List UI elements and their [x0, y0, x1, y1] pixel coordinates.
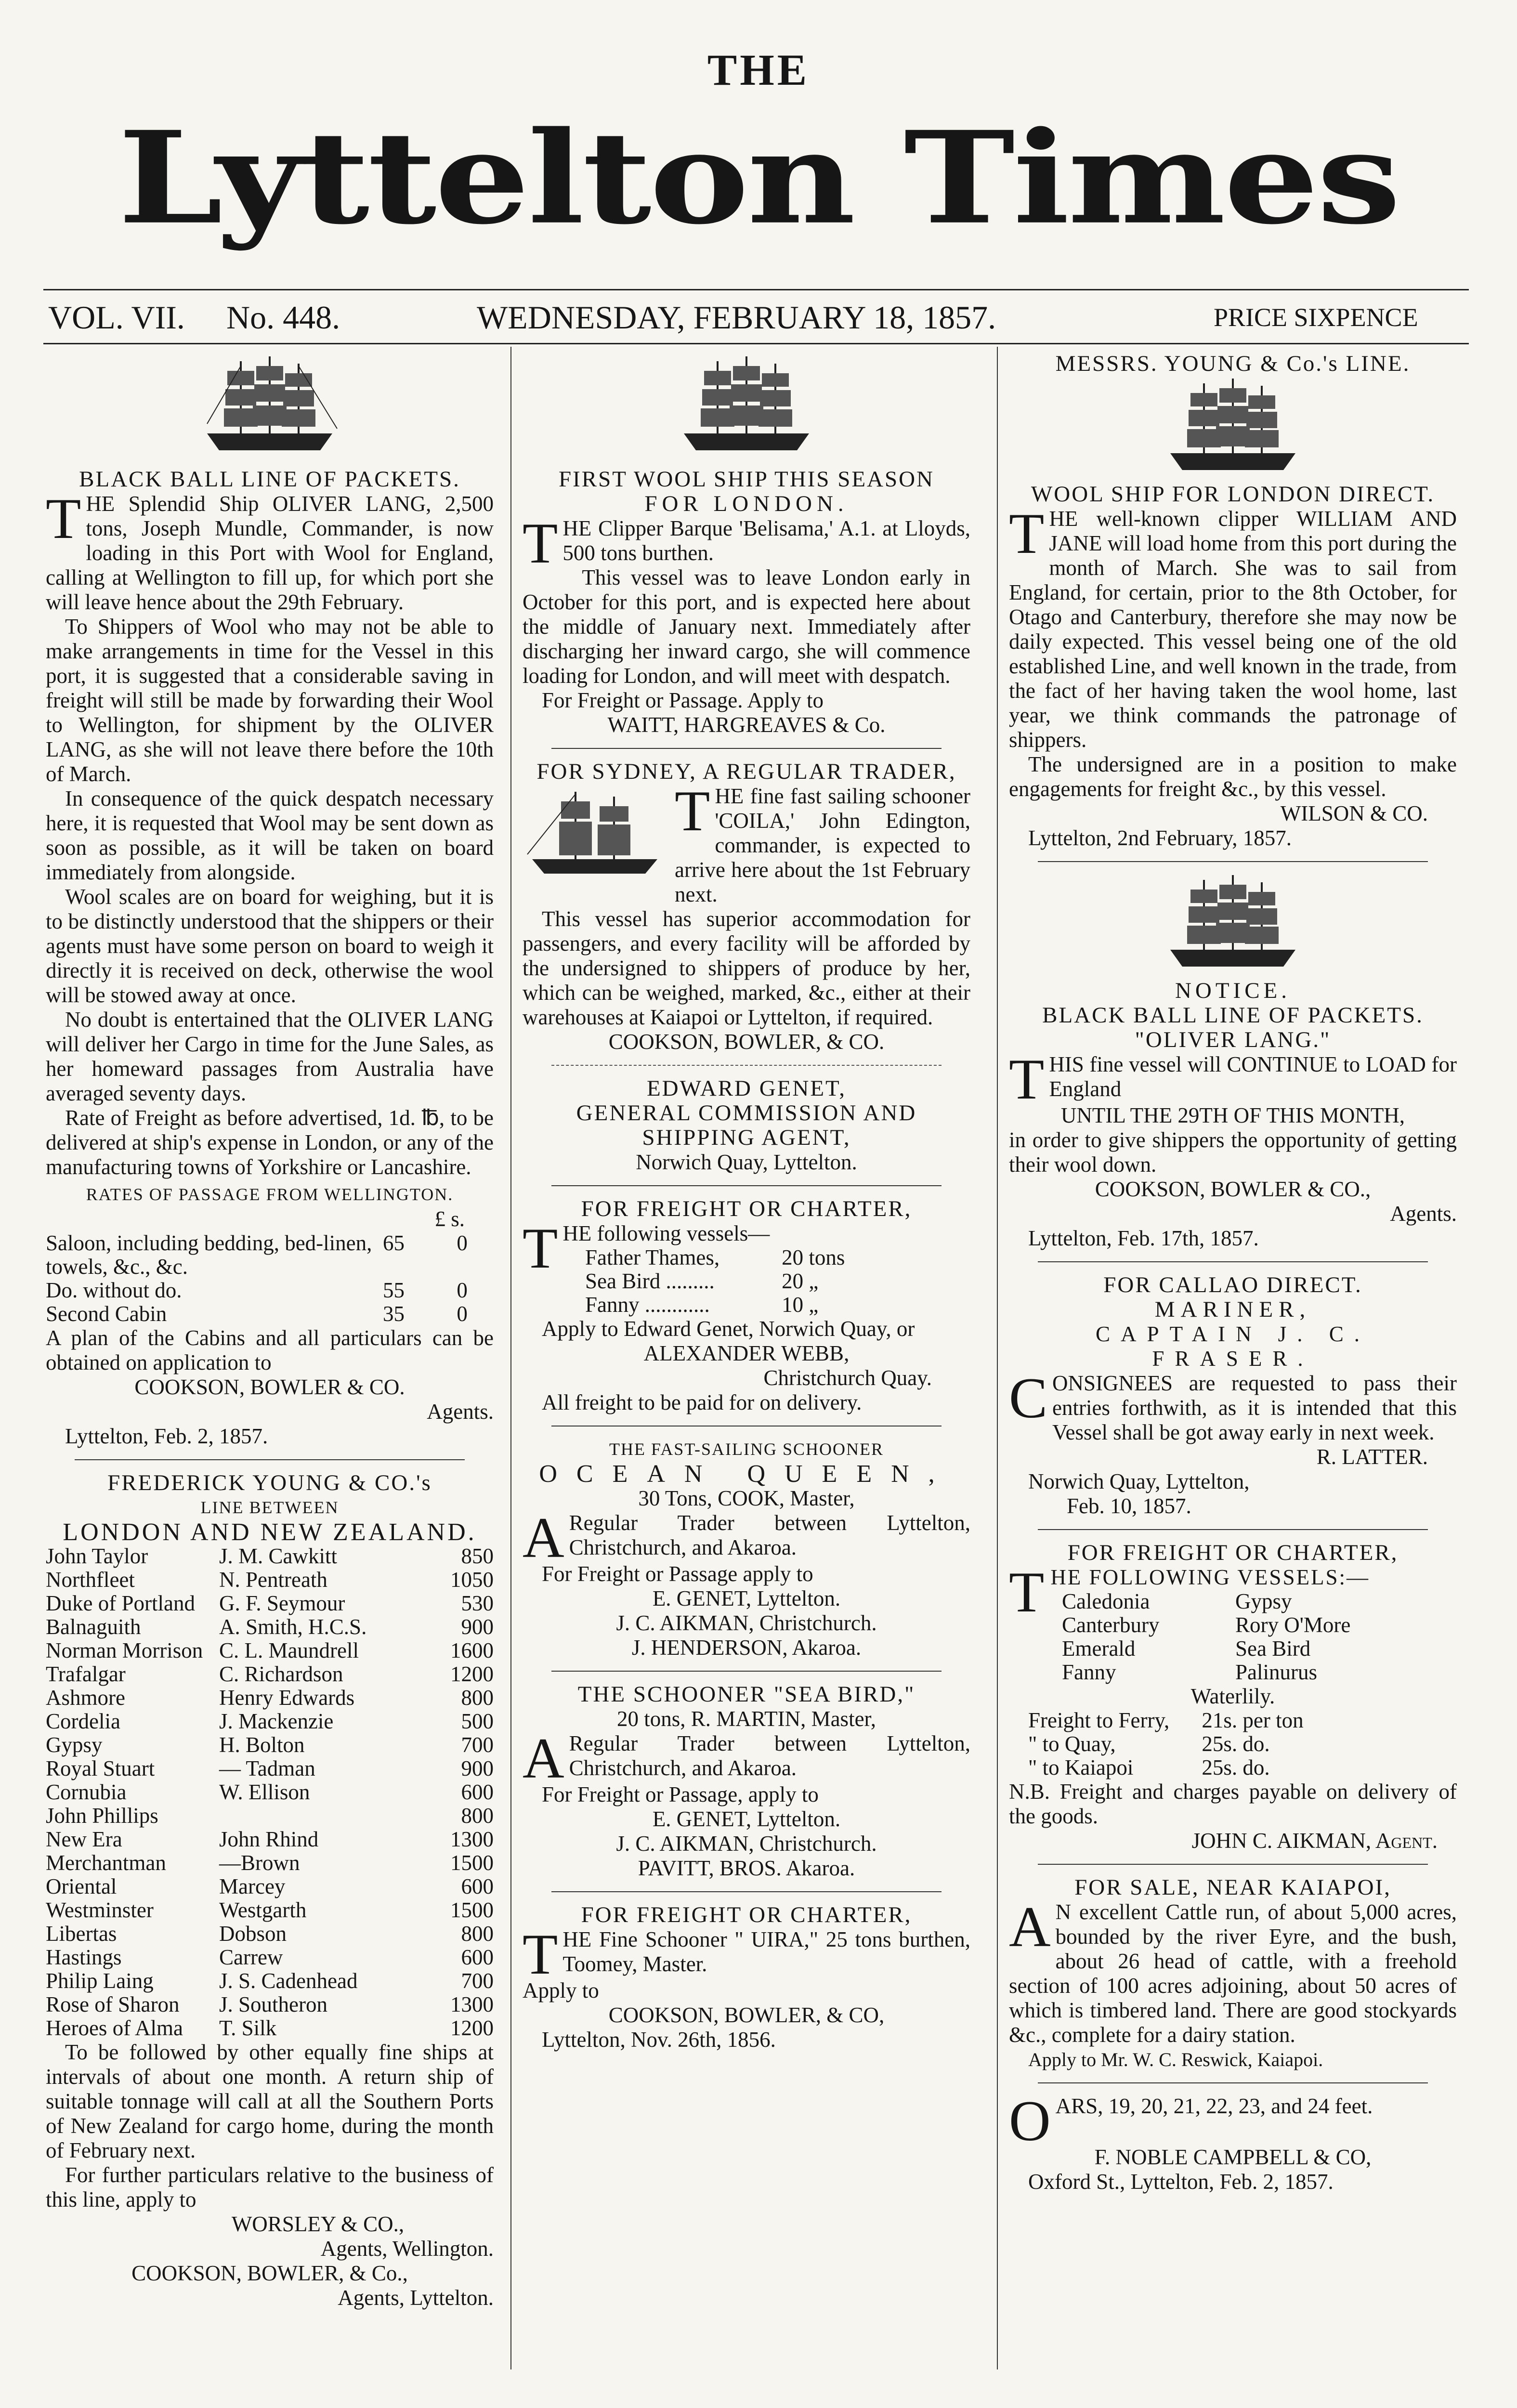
ship-master: J. Southeron: [219, 1992, 327, 2016]
drop-cap: T: [523, 1216, 558, 1280]
dateline-rule: [43, 343, 1469, 344]
rates-columns: £ s.: [434, 1207, 465, 1231]
table-row: [46, 1568, 494, 1592]
ad-subheading: 30 Tons, COOK, Master,: [638, 1486, 855, 1510]
ad-heading: FOR SALE, NEAR KAIAPOI,: [1074, 1875, 1391, 1900]
ad-heading: SHIPPING AGENT,: [642, 1125, 851, 1150]
column-2: [523, 352, 970, 2052]
table-row: [46, 1993, 494, 2016]
ad-address: Norwich Quay, Lyttelton,: [1028, 1469, 1250, 1493]
ship-master: C. Richardson: [219, 1662, 343, 1686]
agent-name: COOKSON, BOWLER & CO.: [134, 1375, 405, 1399]
table-row: [46, 1898, 494, 1922]
ship-tons: 1300: [450, 1992, 494, 2016]
ad-heading: NOTICE.: [1175, 978, 1291, 1003]
drop-cap: T: [523, 1922, 558, 1986]
table-row: [46, 2016, 494, 2040]
ad-heading: WOOL SHIP FOR LONDON DIRECT.: [1031, 482, 1435, 507]
table-row: [46, 1828, 494, 1851]
table-row: [1028, 1709, 1327, 1732]
divider: [551, 1891, 942, 1892]
ad-text: HE fine fast sailing schooner 'COILA,' John Edington, commander, is expected to arrive here about the 1st February next.: [675, 784, 970, 906]
table-row: [46, 1592, 494, 1615]
ship-tons: 700: [461, 1733, 494, 1757]
ship-tons: 1600: [450, 1638, 494, 1662]
column-rule: [997, 347, 998, 2369]
ship-tons: 800: [461, 1922, 494, 1946]
ad-text: HE FOLLOWING VESSELS:—: [1050, 1565, 1370, 1589]
vessel-name: Gypsy: [1235, 1589, 1292, 1613]
table-row: [46, 1615, 494, 1639]
rate-shillings: 0: [457, 1231, 468, 1255]
divider: [1038, 2082, 1428, 2083]
ship-tons: 1500: [450, 1898, 494, 1922]
ship-tons: 850: [461, 1544, 494, 1568]
ship-icon: [1161, 376, 1305, 477]
rates-heading: RATES OF PASSAGE FROM WELLINGTON.: [86, 1185, 454, 1204]
vessel-table: [1062, 1590, 1428, 1684]
ship-master: Carrew: [219, 1945, 283, 1969]
ship-master: H. Bolton: [219, 1733, 305, 1757]
ad-text: in order to give shippers the opportunity of getting their wool down.: [1009, 1128, 1457, 1177]
ad-heading: GENERAL COMMISSION AND: [576, 1100, 917, 1125]
ship-master: Marcey: [219, 1874, 286, 1898]
freight-destination: " to Quay,: [1028, 1732, 1116, 1756]
ad-text: HE Splendid Ship OLIVER LANG, 2,500 tons, Joseph Mundle, Commander, is now loading in this Port with Wool for England, calling at Wellington to fill up, for which port she will leave hence about the 29th February.: [46, 492, 494, 614]
ship-icon: [197, 352, 342, 462]
agent-name: PAVITT, BROS. Akaroa.: [638, 1856, 855, 1880]
table-row: [585, 1246, 874, 1269]
agent-name: E. GENET, Lyttelton.: [652, 1807, 841, 1831]
ad-text: For Freight or Passage. Apply to: [542, 688, 824, 712]
freight-destination: Freight to Ferry,: [1028, 1708, 1170, 1732]
table-row: [46, 1922, 494, 1946]
rate-pounds: 35: [383, 1302, 405, 1326]
price: PRICE SIXPENCE: [1214, 303, 1418, 332]
divider: [1038, 1261, 1428, 1262]
vessel-name: Father Thames,: [585, 1245, 720, 1269]
ad-text: HE following vessels—: [562, 1221, 770, 1245]
table-row: [46, 1733, 494, 1757]
ship-tons: 600: [461, 1874, 494, 1898]
divider: [1038, 1529, 1428, 1530]
ad-text: Apply to: [523, 1978, 599, 2002]
freight-rate: 25s. do.: [1202, 1755, 1270, 1780]
agent-name: COOKSON, BOWLER & CO.,: [1095, 1177, 1371, 1201]
vessel-name: Canterbury: [1062, 1613, 1160, 1637]
ad-text: ONSIGNEES are requested to pass their entries forthwith, as it is intended that this Vessel shall be got away early in next week.: [1052, 1371, 1457, 1444]
ad-date: Oxford St., Lyttelton, Feb. 2, 1857.: [1028, 2170, 1334, 2194]
ship-name: Ashmore: [46, 1686, 125, 1710]
table-row: [1062, 1661, 1428, 1684]
agent-location: Agents, Lyttelton.: [338, 2286, 494, 2310]
ad-subheading: CAPTAIN J. C. FRASER.: [1096, 1322, 1370, 1371]
table-row: [46, 1302, 494, 1326]
table-row: [46, 1710, 494, 1733]
ad-heading: MESSRS. YOUNG & Co.'s LINE.: [1055, 351, 1411, 376]
ad-heading: FOR FREIGHT OR CHARTER,: [1067, 1540, 1399, 1565]
table-row: [46, 1946, 494, 1969]
ship-name: Duke of Portland: [46, 1591, 195, 1615]
agent-name: R. LATTER.: [1316, 1445, 1428, 1469]
ship-table: [46, 1544, 494, 2040]
ad-subheading: 20 tons, R. MARTIN, Master,: [617, 1707, 876, 1731]
agents-label: Agents.: [1390, 1202, 1457, 1226]
ad-heading: FOR FREIGHT OR CHARTER,: [581, 1196, 912, 1221]
agent-name: WILSON & CO.: [1280, 801, 1428, 825]
ad-text: For Freight or Passage apply to: [542, 1562, 813, 1586]
rate-pounds: 55: [383, 1278, 405, 1302]
ad-text: The undersigned are in a position to make engagements for freight &c., by this vessel.: [1009, 752, 1457, 801]
ship-tons: 600: [461, 1780, 494, 1804]
ad-text: Wool scales are on board for weighing, but it is to be distinctly understood that the shippers or their agents must have some person on board to weigh it directly it is received on deck, otherwise the wool will be stowed away at once.: [46, 885, 494, 1007]
ad-text: Rate of Freight as before advertised, 1d. ℔, to be delivered at ship's expense in London, or any of the manufacturing towns of Yorkshire or Lancashire.: [46, 1106, 494, 1179]
table-row: [1062, 1613, 1428, 1637]
vessel-name: Sea Bird .........: [585, 1269, 715, 1293]
ad-heading: FOR LONDON.: [644, 491, 849, 516]
ship-master: [219, 1804, 432, 1828]
ship-name: Norman Morrison: [46, 1638, 203, 1662]
vessel-name: Waterlily.: [1190, 1684, 1275, 1708]
vessel-name: Emerald: [1062, 1636, 1136, 1661]
ship-tons: 700: [461, 1969, 494, 1993]
ship-tons: 600: [461, 1945, 494, 1969]
ship-tons: 1500: [450, 1851, 494, 1875]
ad-heading: BLACK BALL LINE OF PACKETS.: [79, 467, 460, 492]
agent-location: Agents, Wellington.: [320, 2237, 494, 2261]
ad-heading: FOR SYDNEY, A REGULAR TRADER,: [536, 759, 956, 784]
divider: [1038, 861, 1428, 862]
table-row: [46, 1780, 494, 1804]
ship-name: Oriental: [46, 1874, 117, 1898]
volume: VOL. VII.: [48, 299, 185, 336]
vessel-table: [585, 1246, 874, 1317]
ad-heading: BLACK BALL LINE OF PACKETS.: [1042, 1003, 1424, 1028]
ship-master: C. L. Maundrell: [219, 1638, 359, 1662]
drop-cap: T: [1009, 501, 1045, 565]
ship-master: Dobson: [219, 1922, 287, 1946]
ad-heading: FOR CALLAO DIRECT.: [1103, 1272, 1362, 1297]
ship-name: Cornubia: [46, 1780, 127, 1804]
agent-name: E. GENET, Lyttelton.: [652, 1586, 841, 1610]
ad-route: LONDON AND NEW ZEALAND.: [63, 1518, 477, 1546]
column-3: [1009, 352, 1457, 2194]
ship-name: John Phillips: [46, 1804, 158, 1828]
ad-text: For further particulars relative to the business of this line, apply to: [46, 2163, 494, 2212]
ship-name: Royal Stuart: [46, 1756, 155, 1780]
ship-tons: 800: [461, 1686, 494, 1710]
freight-table: [1028, 1709, 1327, 1780]
vessel-name: Fanny ............: [585, 1293, 710, 1317]
vessel-tons: 20 tons: [782, 1245, 845, 1269]
drop-cap: A: [523, 1505, 564, 1570]
masthead-the: THE: [707, 45, 810, 94]
dateline: [43, 299, 1469, 337]
ship-master: G. F. Seymour: [219, 1591, 345, 1615]
ship-name: Merchantman: [46, 1851, 166, 1875]
vessel-tons: 20 „: [782, 1269, 819, 1293]
ad-text: HE Clipper Barque 'Belisama,' A.1. at Lloyds, 500 tons burthen.: [562, 516, 970, 565]
table-row: [46, 1544, 494, 1568]
drop-cap: O: [1009, 2089, 1051, 2153]
ad-text: UNTIL THE 29TH OF THIS MONTH,: [1060, 1103, 1405, 1127]
agent-name: J. C. AIKMAN, Christchurch.: [616, 1611, 877, 1635]
ship-icon: [1161, 873, 1305, 974]
ship-name: Heroes of Alma: [46, 2016, 183, 2040]
ship-master: J. M. Cawkitt: [219, 1544, 338, 1568]
agent-name: COOKSON, BOWLER, & CO,: [608, 2003, 885, 2027]
ship-master: John Rhind: [219, 1827, 319, 1851]
table-row: [46, 1662, 494, 1686]
ship-name: John Taylor: [46, 1544, 148, 1568]
table-row: [1062, 1590, 1428, 1613]
table-row: [46, 1639, 494, 1662]
rate-label: Do. without do.: [46, 1278, 182, 1302]
rates-table: [46, 1231, 494, 1326]
ad-text: In consequence of the quick despatch necessary here, it is requested that Wool may be sent down as soon as possible, as it will be taken on board immediately from alongside.: [46, 786, 494, 884]
vessel-name: Palinurus: [1235, 1660, 1318, 1684]
agent-name: J. HENDERSON, Akaroa.: [631, 1636, 862, 1660]
ad-text: N.B. Freight and charges payable on delivery of the goods.: [1009, 1780, 1457, 1828]
agent-name: ALEXANDER WEBB,: [643, 1341, 850, 1365]
drop-cap: A: [523, 1726, 564, 1790]
ship-name: Balnaguith: [46, 1615, 141, 1639]
ship-name: Gypsy: [46, 1733, 103, 1757]
table-row: [46, 1875, 494, 1898]
ship-master: — Tadman: [219, 1756, 315, 1780]
agent-name: JOHN C. AIKMAN, Agent.: [1191, 1829, 1438, 1853]
drop-cap: T: [46, 486, 81, 550]
drop-cap: T: [523, 511, 558, 575]
drop-cap: A: [1009, 1895, 1051, 1959]
column-rule: [510, 347, 511, 2369]
table-row: [585, 1293, 874, 1317]
ad-text: To Shippers of Wool who may not be able to make arrangements in time for the Vessel in this port, it is suggested that a considerable saving in freight will still be made by forwarding their Wool to Wellington, for shipment by the OLIVER LANG, as she will not leave there before the 10th of March.: [46, 615, 494, 786]
ship-name: Hastings: [46, 1945, 122, 1969]
table-row: [46, 1969, 494, 1993]
ship-master: A. Smith, H.C.S.: [219, 1615, 367, 1639]
divider: [551, 1671, 942, 1672]
ad-heading: FREDERICK YOUNG & CO.'s: [107, 1470, 432, 1495]
drop-cap: C: [1009, 1366, 1048, 1430]
ad-text: A plan of the Cabins and all particulars can be obtained on application to: [46, 1326, 494, 1374]
agent-name: COOKSON, BOWLER, & CO.: [608, 1030, 885, 1054]
ship-name: Philip Laing: [46, 1969, 154, 1993]
ad-heading: "OLIVER LANG.": [1135, 1027, 1331, 1052]
rate-shillings: 0: [457, 1278, 468, 1302]
ad-text: HE Fine Schooner " UIRA," 25 tons burthen, Toomey, Master.: [562, 1927, 970, 1976]
ship-tons: 1200: [450, 2016, 494, 2040]
ship-master: N. Pentreath: [219, 1568, 327, 1592]
freight-rate: 21s. per ton: [1202, 1708, 1304, 1732]
divider: [551, 748, 942, 749]
ad-heading: MARINER,: [1154, 1297, 1311, 1322]
ship-tons: 900: [461, 1756, 494, 1780]
ship-tons: 800: [461, 1804, 494, 1828]
table-row: [46, 1231, 494, 1279]
ship-master: Westgarth: [219, 1898, 307, 1922]
ship-name: New Era: [46, 1827, 122, 1851]
ship-tons: 500: [461, 1709, 494, 1733]
ad-subheading: LINE BETWEEN: [200, 1498, 339, 1517]
rate-label: Saloon, including bedding, bed-linen, towels, &c., &c.: [46, 1231, 372, 1279]
ad-text: ARS, 19, 20, 21, 22, 23, and 24 feet.: [1055, 2094, 1373, 2118]
ad-text: This vessel was to leave London early in October for this port, and is expected here about the middle of January next. Immediately after discharging her inward cargo, she will commence loading for London, and will meet with despatch.: [523, 565, 970, 688]
ship-name: Rose of Sharon: [46, 1992, 180, 2016]
ship-tons: 900: [461, 1615, 494, 1639]
ship-name: Trafalgar: [46, 1662, 126, 1686]
ship-tons: 1200: [450, 1662, 494, 1686]
freight-destination: " to Kaiapoi: [1028, 1755, 1134, 1780]
ad-text: This vessel has superior accommodation for passengers, and every facility will be afforded by the undersigned to shippers of produce by her, which can be weighed, marked, &c., either at their warehouses at Kaiapoi or Lyttelton, if required.: [523, 907, 970, 1029]
table-row: [46, 1279, 494, 1302]
ship-name: Libertas: [46, 1922, 117, 1946]
ad-text: No doubt is entertained that the OLIVER LANG will deliver her Cargo in time for the June Sales, as her homeward passages from Australia have averaged seventy days.: [46, 1008, 494, 1105]
rate-label: Second Cabin: [46, 1302, 167, 1326]
top-rule: [43, 289, 1469, 290]
table-row: [585, 1269, 874, 1293]
agent-name: COOKSON, BOWLER, & Co.,: [131, 2261, 408, 2285]
ship-name: Northfleet: [46, 1568, 135, 1592]
agent-name: F. NOBLE CAMPBELL & CO,: [1094, 2145, 1372, 2169]
ship-master: J. S. Cadenhead: [219, 1969, 358, 1993]
ad-heading: OCEAN QUEEN,: [539, 1460, 954, 1488]
ad-text: Apply to Edward Genet, Norwich Quay, or: [542, 1317, 915, 1341]
ship-name: Cordelia: [46, 1709, 120, 1733]
ad-text: HE well-known clipper WILLIAM AND JANE will load home from this port during the month of March. She was to sail from England, for certain, prior to the 8th October, for Otago and Canterbury, therefore she may now be daily expected. This vessel being one of the old established Line, and well known in the trade, from the fact of her having taken the wool home, last year, we think commands the patronage of shippers.: [1009, 507, 1457, 752]
divider: [551, 1065, 942, 1066]
ship-tons: 530: [461, 1591, 494, 1615]
drop-cap: T: [1009, 1560, 1046, 1624]
schooner-icon: [523, 787, 667, 883]
ad-text: HIS fine vessel will CONTINUE to LOAD for England: [1049, 1052, 1457, 1101]
vessel-name: Rory O'More: [1235, 1613, 1351, 1637]
ad-date: Feb. 10, 1857.: [1067, 1494, 1191, 1518]
ad-date: Lyttelton, Feb. 17th, 1857.: [1028, 1226, 1259, 1250]
ship-master: T. Silk: [219, 2016, 277, 2040]
ad-text: Regular Trader between Lyttelton, Christchurch, and Akaroa.: [569, 1511, 970, 1559]
ad-heading: FOR FREIGHT OR CHARTER,: [581, 1902, 912, 1927]
vessel-name: Fanny: [1062, 1660, 1116, 1684]
ad-text: All freight to be paid for on delivery.: [542, 1390, 862, 1414]
divider: [75, 1459, 465, 1460]
ad-date: Lyttelton, 2nd February, 1857.: [1028, 826, 1292, 850]
ship-tons: 1050: [450, 1568, 494, 1592]
vessel-name: Caledonia: [1062, 1589, 1150, 1613]
rate-shillings: 0: [457, 1302, 468, 1326]
table-row: [46, 1851, 494, 1875]
ship-icon: [674, 352, 819, 462]
ad-text: Regular Trader between Lyttelton, Christchurch, and Akaroa.: [569, 1731, 970, 1780]
ship-master: Henry Edwards: [219, 1686, 355, 1710]
ship-tons: 1300: [450, 1827, 494, 1851]
rate-pounds: 65: [383, 1231, 405, 1255]
table-row: [46, 1757, 494, 1780]
divider: [1038, 1864, 1428, 1865]
agent-name: WORSLEY & CO.,: [231, 2212, 405, 2236]
table-row: [1028, 1756, 1327, 1780]
agents-label: Agents.: [427, 1400, 494, 1424]
vessel-tons: 10 „: [782, 1293, 819, 1317]
ship-master: J. Mackenzie: [219, 1709, 334, 1733]
ad-text: Apply to Mr. W. C. Reswick, Kaiapoi.: [1028, 2049, 1323, 2070]
ad-heading: FIRST WOOL SHIP THIS SEASON: [558, 467, 935, 492]
column-1: [46, 352, 494, 2310]
ship-master: —Brown: [219, 1851, 300, 1875]
ad-text: N excellent Cattle run, of about 5,000 acres, bounded by the river Eyre, and the bush, about 26 head of cattle, with a freehold section of 100 acres adjoining, about 50 acres of which is timbered land. There are good stockyards &c., complete for a dairy station.: [1009, 1900, 1457, 2047]
ad-text: To be followed by other equally fine ships at intervals of about one month. A return ship of suitable tonnage will call at all the Southern Ports of New Zealand for cargo home, during the month of February next.: [46, 2040, 494, 2162]
masthead: [0, 0, 1517, 289]
ad-heading: EDWARD GENET,: [646, 1076, 847, 1101]
vessel-name: Sea Bird: [1235, 1636, 1311, 1661]
drop-cap: T: [1009, 1047, 1045, 1111]
table-row: [46, 1804, 494, 1828]
table-row: [46, 1686, 494, 1710]
divider: [551, 1185, 942, 1186]
ad-heading: THE SCHOONER "SEA BIRD,": [577, 1682, 915, 1707]
ad-address: Christchurch Quay.: [763, 1366, 932, 1390]
ship-name: Westminster: [46, 1898, 154, 1922]
agent-name: WAITT, HARGREAVES & Co.: [607, 713, 886, 737]
ad-date: Lyttelton, Feb. 2, 1857.: [65, 1424, 268, 1448]
issue-date: WEDNESDAY, FEBRUARY 18, 1857.: [477, 299, 996, 336]
agent-name: J. C. AIKMAN, Christchurch.: [616, 1832, 877, 1856]
ad-text: For Freight or Passage, apply to: [542, 1782, 819, 1806]
issue-number: No. 448.: [226, 299, 340, 336]
ship-master: W. Ellison: [219, 1780, 310, 1804]
drop-cap: T: [675, 779, 710, 843]
ad-subheading: THE FAST-SAILING SCHOONER: [609, 1440, 884, 1459]
newspaper-title: Lyttelton Times: [118, 104, 1399, 253]
ad-address: Norwich Quay, Lyttelton.: [636, 1150, 857, 1174]
table-row: [1062, 1637, 1428, 1661]
table-row: [1028, 1732, 1327, 1756]
freight-rate: 25s. do.: [1202, 1732, 1270, 1756]
ad-date: Lyttelton, Nov. 26th, 1856.: [542, 2028, 776, 2052]
